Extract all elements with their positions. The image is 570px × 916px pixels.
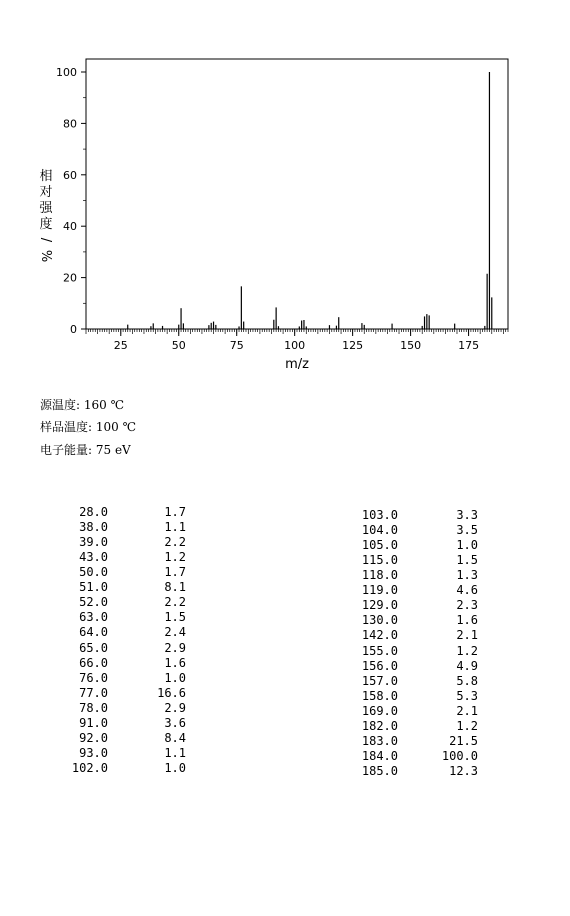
mz-value: 39.0 [79,535,108,550]
intensity-value: 1.2 [456,643,478,658]
x-tick-label: 175 [458,339,480,352]
y-tick-label: 80 [63,117,77,131]
y-axis-label [38,168,53,262]
x-tick-label: 75 [229,339,244,352]
mz-value: 155.0 [361,643,398,658]
y-tick-label: 0 [70,323,77,336]
mz-value: 184.0 [361,748,398,763]
table-row [340,538,500,553]
intensity-value: 3.6 [164,715,186,730]
mz-value: 63.0 [79,610,108,625]
intensity-value: 1.0 [456,538,478,553]
mz-value: 103.0 [361,508,398,522]
x-tick-label: 25 [113,339,128,352]
x-axis-ticks [114,329,479,352]
intensity-value: 1.1 [164,745,186,760]
intensity-value: 8.1 [164,580,186,595]
table-row [340,764,500,779]
table-row [340,734,500,749]
intensity-value: 2.4 [164,625,186,640]
x-tick-label: 125 [342,339,364,352]
intensity-value: 3.5 [456,523,478,538]
table-row [50,641,210,656]
mz-value: 105.0 [361,538,398,553]
intensity-value: 2.1 [456,628,478,643]
mz-value: 118.0 [361,568,398,583]
table-row [50,625,210,640]
spectrum-svg [0,0,570,375]
x-minor-ticks [86,329,508,334]
table-row [340,644,500,659]
table-row [50,686,210,701]
mz-value: 38.0 [79,520,108,535]
intensity-value: 16.6 [157,685,186,700]
electron-energy: 电子能量: 75 eV [40,443,131,457]
mz-value: 115.0 [361,553,398,568]
mass-spectrum-chart [0,0,570,375]
mz-value: 52.0 [79,595,108,610]
intensity-value: 2.2 [164,535,186,550]
source-temperature: 源温度: 160 ℃ [40,398,125,412]
x-tick-label: 150 [400,339,422,352]
table-row [340,553,500,568]
mz-value: 77.0 [79,685,108,700]
intensity-value: 1.0 [164,761,186,776]
mz-value: 91.0 [79,715,108,730]
table-row [340,749,500,764]
table-row [50,535,210,550]
intensity-value: 2.2 [164,595,186,610]
table-row [50,731,210,746]
intensity-value: 8.4 [164,730,186,745]
x-tick-label: 50 [171,339,186,352]
sample-temperature: 样品温度: 100 ℃ [40,420,137,434]
intensity-value: 100.0 [441,748,478,763]
table-row [50,580,210,595]
y-label-char: 强 [39,201,53,216]
table-row [50,671,210,686]
intensity-value: 1.5 [164,610,186,625]
x-axis-label: m/z [285,357,309,372]
mz-value: 92.0 [79,730,108,745]
table-row [340,719,500,734]
table-row [50,656,210,671]
intensity-value: 21.5 [449,733,478,748]
table-row [50,610,210,625]
table-row [50,716,210,731]
intensity-value: 1.1 [164,520,186,535]
table-row [50,565,210,580]
mz-value: 130.0 [361,613,398,628]
table-row [340,674,500,689]
y-tick-label: 40 [63,220,77,234]
table-row [340,523,500,538]
intensity-value: 2.9 [164,640,186,655]
y-label-char: 相 [39,169,53,184]
intensity-value: 1.2 [164,550,186,565]
table-row [50,761,210,776]
table-row [340,583,500,598]
table-row [50,520,210,535]
mz-value: 157.0 [361,673,398,688]
table-row [340,613,500,628]
intensity-value: 4.6 [456,583,478,598]
mz-value: 64.0 [79,625,108,640]
y-tick-label: 100 [56,66,77,79]
mz-value: 183.0 [361,733,398,748]
intensity-value: 5.3 [456,688,478,703]
intensity-value: 2.3 [456,598,478,613]
table-row [340,689,500,704]
mz-value: 156.0 [361,658,398,673]
intensity-value: 2.1 [456,703,478,718]
intensity-value: 1.0 [164,670,186,685]
mz-value: 119.0 [361,583,398,598]
y-label-char: / [38,237,53,243]
mz-value: 43.0 [79,550,108,565]
y-label-char: 对 [39,185,53,200]
intensity-value: 1.2 [456,718,478,733]
intensity-value: 4.9 [456,658,478,673]
intensity-value: 12.3 [449,764,478,779]
table-row [340,659,500,674]
intensity-value: 3.3 [456,508,478,522]
mz-value: 142.0 [361,628,398,643]
intensity-value: 1.6 [164,655,186,670]
table-row [340,704,500,719]
table-row [50,595,210,610]
y-axis-ticks [56,66,86,336]
table-row [340,628,500,643]
mz-value: 28.0 [79,505,108,519]
intensity-value: 1.5 [456,553,478,568]
intensity-value: 1.7 [164,505,186,519]
mz-value: 102.0 [71,761,108,776]
mz-value: 78.0 [79,700,108,715]
mz-value: 65.0 [79,640,108,655]
mz-value: 182.0 [361,718,398,733]
table-row [50,746,210,761]
y-label-char: 度 [39,217,53,232]
y-tick-label: 20 [63,271,77,285]
mz-value: 129.0 [361,598,398,613]
plot-frame [86,59,508,329]
table-row [340,598,500,613]
intensity-value: 1.7 [164,565,186,580]
mz-value: 169.0 [361,703,398,718]
table-row [50,701,210,716]
mz-value: 104.0 [361,523,398,538]
table-row [50,550,210,565]
table-row [340,508,500,523]
mz-value: 76.0 [79,670,108,685]
intensity-value: 1.6 [456,613,478,628]
mz-value: 66.0 [79,655,108,670]
intensity-value: 1.3 [456,568,478,583]
y-tick-label: 60 [63,168,77,182]
x-tick-label: 100 [284,339,306,352]
mz-value: 50.0 [79,565,108,580]
table-row [340,568,500,583]
mz-value: 158.0 [361,688,398,703]
table-row [50,505,210,520]
peak-bars [128,72,492,329]
y-label-char: % [38,249,53,263]
mz-value: 185.0 [361,764,398,779]
intensity-value: 5.8 [456,673,478,688]
mz-value: 93.0 [79,745,108,760]
intensity-value: 2.9 [164,700,186,715]
mz-value: 51.0 [79,580,108,595]
